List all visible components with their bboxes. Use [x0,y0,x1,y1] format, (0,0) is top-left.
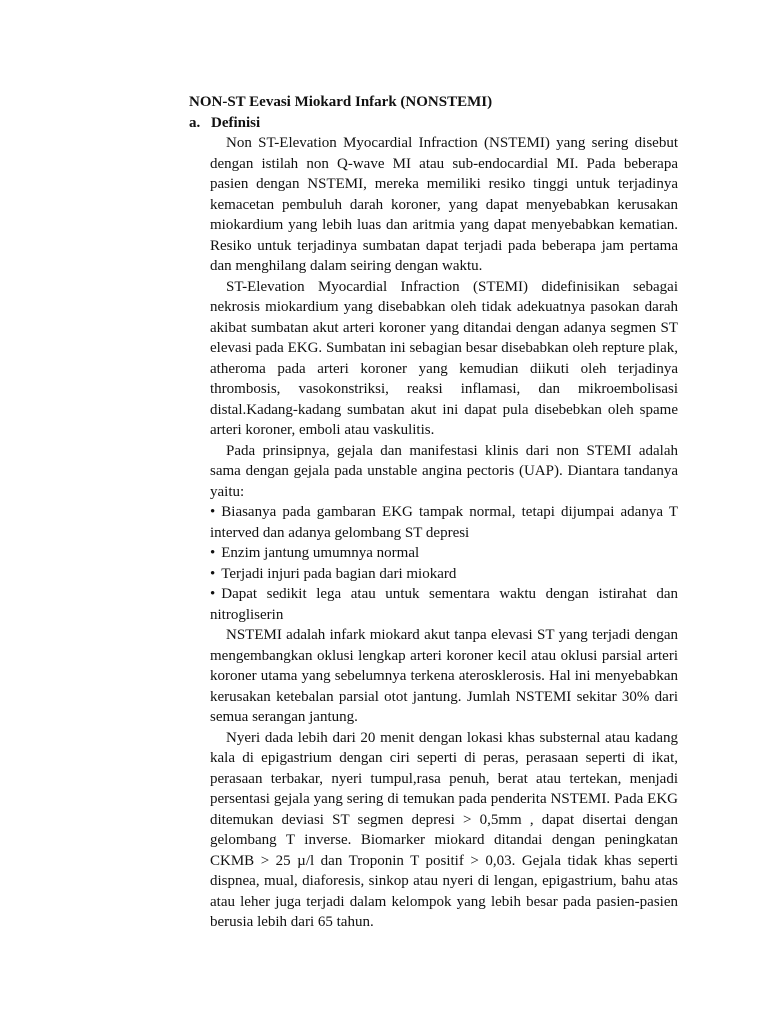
bullet-icon: • [210,504,216,520]
list-item [210,564,678,585]
paragraph-stemi-definition: ST-Elevation Myocardial Infraction (STEMI) didefinisikan sebagai nekrosis miokardium yang disebabkan oleh tidak adekuatnya pasokan darah akibat sumbatan akut arteri koroner yang ditandai dengan adanya segmen ST elevasi pada EKG. Sumbatan ini sebagian besar disebabkan oleh repture plak, atheroma pada arteri koroner yang kemudian diikuti oleh terjadinya thrombosis, vasokonstriksi, reaksi inflamasi, dan mikroembolisasi distal.Kadang-kadang sumbatan akut ini dapat pula disebebkan oleh spame arteri koroner, emboli atau vaskulitis. [210,278,678,438]
section-heading [189,113,678,134]
list-item [210,584,678,625]
paragraph-chest-pain: Nyeri dada lebih dari 20 menit dengan lokasi khas substernal atau kadang kala di epigastrium dengan ciri seperti di peras, perasaan seperti di ikat, perasaan terbakar, nyeri tumpul,rasa penuh, berat atau tertekan, menjadi persentasi gejala yang sering di temukan pada penderita NSTEMI. Pada EKG ditemukan deviasi ST segmen depresi > 0,5mm , dapat disertai dengan gelombang T inverse. Biomarker miokard ditandai dengan peningkatan CKMB > 25 µ/l dan Troponin T positif > 0,03. Gejala tidak khas seperti dispnea, mual, diaforesis, sinkop atau nyeri di lengan, epigastrium, bahu atas atau leher juga terjadi dalam kelompok yang lebih besar pada pasien-pasien berusia lebih dari 65 tahun. [210,729,678,930]
bullet-icon: • [210,565,216,582]
list-item-text: Enzim jantung umumnya normal [221,545,420,561]
document-title: NON-ST Eevasi Miokard Infark (NONSTEMI) [189,94,493,110]
paragraph-nstemi-definition: Non ST-Elevation Myocardial Infraction (NSTEMI) yang sering disebut dengan istilah non Q-wave MI atau sub-endocardial MI. Pada beberapa pasien dengan NSTEMI, mereka memiliki resiko tinggi untuk terjadinya kemacetan pembuluh darah koroner, yang dapat menyebabkan kerusakan miokardium yang lebih luas dan aritmia yang dapat menyebabkan kematian. Resiko untuk terjadinya sumbatan dapat terjadi pada beberapa jam pertama dan menghilang dalam seiring dengan waktu. [210,135,678,274]
bullet-icon: • [210,545,216,561]
list-item-text: Dapat sedikit lega atau untuk sementara waktu dengan istirahat dan nitrogliserin [210,586,678,623]
section-body [210,133,678,933]
list-item-text: Biasanya pada gambaran EKG tampak normal, tetapi dijumpai adanya T interved dan adanya gelombang ST depresi [210,504,678,541]
symptom-list [210,502,678,625]
document-page [189,92,678,933]
list-item [210,502,678,543]
list-item-text: Terjadi injuri pada bagian dari miokard [221,565,457,582]
paragraph-nstemi-explanation: NSTEMI adalah infark miokard akut tanpa elevasi ST yang terjadi dengan mengembangkan oklusi lengkap arteri koroner kecil atau oklusi parsial arteri koroner utama yang sebelumnya terkena aterosklerosis. Hal ini menyebabkan kerusakan ketebalan parsial otot jantung. Jumlah NSTEMI sekitar 30% dari semua serangan jantung. [210,627,678,725]
bullet-icon: • [210,586,216,602]
section-heading-text: Definisi [211,114,261,131]
list-item [210,543,678,564]
paragraph-clinical-manifestation: Pada prinsipnya, gejala dan manifestasi klinis dari non STEMI adalah sama dengan gejala pada unstable angina pectoris (UAP). Diantara tandanya yaitu: [210,442,678,500]
section-marker: a. [189,114,201,131]
